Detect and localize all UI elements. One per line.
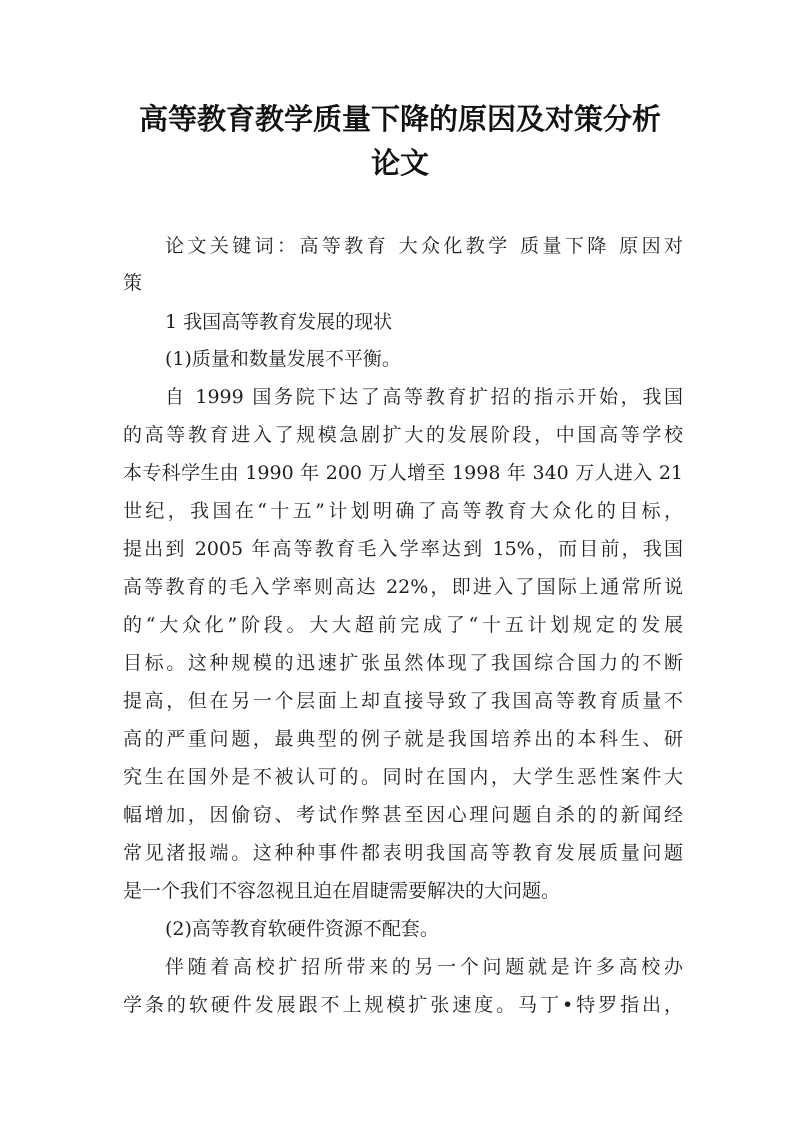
keywords-line: 论文关键词：高等教育 大众化教学 质量下降 原因对	[165, 235, 683, 257]
paragraph-line: 提出到 2005 年高等教育毛入学率达到 15%，而目前，我国	[123, 538, 683, 560]
paragraph-line: 高的严重问题，最典型的例子就是我国培养出的本科生、研	[123, 728, 683, 750]
paragraph-line: 常见渚报端。这种种事件都表明我国高等教育发展质量问题	[123, 842, 683, 864]
paragraph-line: 本专科学生由 1990 年 200 万人增至 1998 年 340 万人进入 21	[123, 462, 683, 484]
subsection-heading: (1)质量和数量发展不平衡。	[165, 348, 401, 370]
paragraph-line: 提高，但在另一个层面上却直接导致了我国高等教育质量不	[123, 690, 683, 712]
paragraph-line: 世纪，我国在“十五”计划明确了高等教育大众化的目标，	[123, 500, 683, 522]
document-title: 高等教育教学质量下降的原因及对策分析	[138, 102, 661, 136]
paragraph-line: 高等教育的毛入学率则高达 22%，即进入了国际上通常所说	[123, 576, 683, 598]
paragraph-line: 是一个我们不容忽视且迫在眉睫需要解决的大问题。	[123, 880, 561, 902]
keywords-line: 策	[123, 272, 143, 294]
subsection-heading: (2)高等教育软硬件资源不配套。	[165, 918, 439, 940]
paragraph-line: 的“大众化”阶段。大大超前完成了“十五计划规定的发展	[123, 614, 683, 636]
document-title-continued: 论文	[370, 146, 429, 180]
section-heading: 1 我国高等教育发展的现状	[165, 311, 393, 333]
paragraph-line: 自 1999 国务院下达了高等教育扩招的指示开始，我国	[165, 386, 683, 408]
paragraph-line: 目标。这种规模的迅速扩张虽然体现了我国综合国力的不断	[123, 652, 683, 674]
paragraph-line: 学条的软硬件发展跟不上规模扩张速度。马丁•特罗指出，	[123, 994, 683, 1016]
paragraph-line: 的高等教育进入了规模急剧扩大的发展阶段，中国高等学校	[123, 424, 683, 446]
paragraph-line: 究生在国外是不被认可的。同时在国内，大学生恶性案件大	[123, 766, 683, 788]
paragraph-line: 幅增加，因偷窃、考试作弊甚至因心理问题自杀的的新闻经	[123, 804, 683, 826]
paragraph-line: 伴随着高校扩招所带来的另一个问题就是许多高校办	[165, 956, 683, 978]
